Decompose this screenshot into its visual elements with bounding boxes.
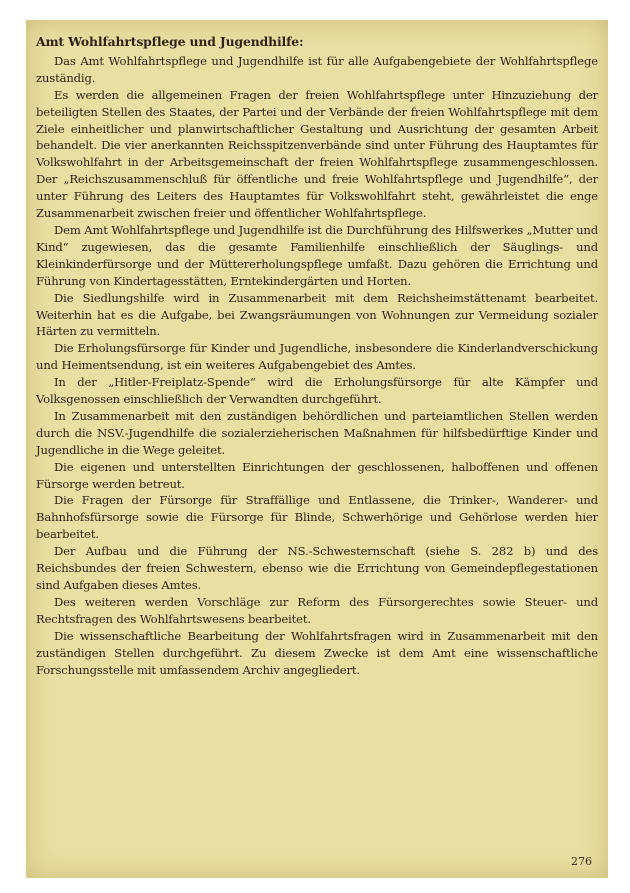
paragraph: Die eigenen und unterstellten Einrichtungen der geschlossenen, halboffenen und offenen Fürsorge werden betreut. xyxy=(36,459,598,491)
section-heading: Amt Wohlfahrtspflege und Jugendhilfe: xyxy=(36,34,304,49)
book-page xyxy=(26,20,608,878)
page-number: 276 xyxy=(571,855,592,868)
paragraph: Der Aufbau und die Führung der NS.-Schwesternschaft (siehe S. 282 b) und des Reichsbundes der freien Schwestern, ebenso wie die Errichtung von Gemeindepflegestationen sind Aufgaben dieses Amtes. xyxy=(36,544,598,592)
page-content xyxy=(36,34,598,678)
paragraph: Die Siedlungshilfe wird in Zusammenarbeit mit dem Reichsheimstättenamt bearbeitet. Weiterhin hat es die Aufgabe, bei Zwangsräumungen von Wohnungen zur Vermeidung sozialer Härten zu vermitteln. xyxy=(36,290,598,339)
paragraph: Des weiteren werden Vorschläge zur Reform des Fürsorgerechtes sowie Steuer- und Rechtsfragen des Wohlfahrtswesens bearbeitet. xyxy=(36,594,598,626)
paragraph: Die Fragen der Fürsorge für Straffällige und Entlassene, die Trinker-, Wanderer- und Bahnhofsfürsorge sowie die Fürsorge für Blinde, Schwerhörige und Gehörlose werden hier bearbeitet. xyxy=(36,493,598,542)
paragraph: Die wissenschaftliche Bearbeitung der Wohlfahrtsfragen wird in Zusammenarbeit mit den zuständigen Stellen durchgeführt. Zu diesem Zwecke ist dem Amt eine wissenschaftliche Forschungsstelle mit umfassendem Archiv angegliedert. xyxy=(36,628,598,677)
paragraph: In Zusammenarbeit mit den zuständigen behördlichen und parteiamtlichen Stellen werden durch die NSV.-Jugendhilfe die sozialerzieherischen Maßnahmen für hilfsbedürftige Kinder und Jugendliche in die Wege geleitet. xyxy=(36,408,598,457)
paragraph: Dem Amt Wohlfahrtspflege und Jugendhilfe ist die Durchführung des Hilfswerkes „Mutter und Kind“ zugewiesen, das die gesamte Familienhilfe einschließlich der Säuglings- und Kleinkinderfürsorge und der Müttererholungspflege umfaßt. Dazu gehören die Errichtung und Führung von Kindertagesstätten, Erntekindergärten und Horten. xyxy=(36,222,598,288)
paragraph: Das Amt Wohlfahrtspflege und Jugendhilfe ist für alle Aufgabengebiete der Wohlfahrtspflege zuständig. xyxy=(36,53,598,85)
paragraph: In der „Hitler-Freiplatz-Spende“ wird die Erholungsfürsorge für alte Kämpfer und Volksgenossen einschließlich der Verwandten durchgeführt. xyxy=(36,375,598,407)
paragraph: Die Erholungsfürsorge für Kinder und Jugendliche, insbesondere die Kinderlandverschickung und Heimentsendung, ist ein weiteres Aufgabengebiet des Amtes. xyxy=(36,341,598,373)
paragraph: Es werden die allgemeinen Fragen der freien Wohlfahrtspflege unter Hinzuziehung der beteiligten Stellen des Staates, der Partei und der Verbände der freien Wohlfahrtspflege mit dem Ziele einheitlicher und planwirtschaftlicher Gestaltung und Ausrichtung der gesamten Arbeit behandelt. Die vier anerkannten Reichsspitzenverbände sind unter Führung des Hauptamtes für Volkswohlfahrt in der Arbeitsgemeinschaft der freien Wohlfahrtspflege zusammengeschlossen. Der „Reichszusammenschluß für öffentliche und freie Wohlfahrtspflege und Jugendhilfe“, der unter Führung des Leiters des Hauptamtes für Volkswohlfahrt steht, gewährleistet die enge Zusammenarbeit zwischen freier und öffentlicher Wohlfahrtspflege. xyxy=(36,87,598,221)
